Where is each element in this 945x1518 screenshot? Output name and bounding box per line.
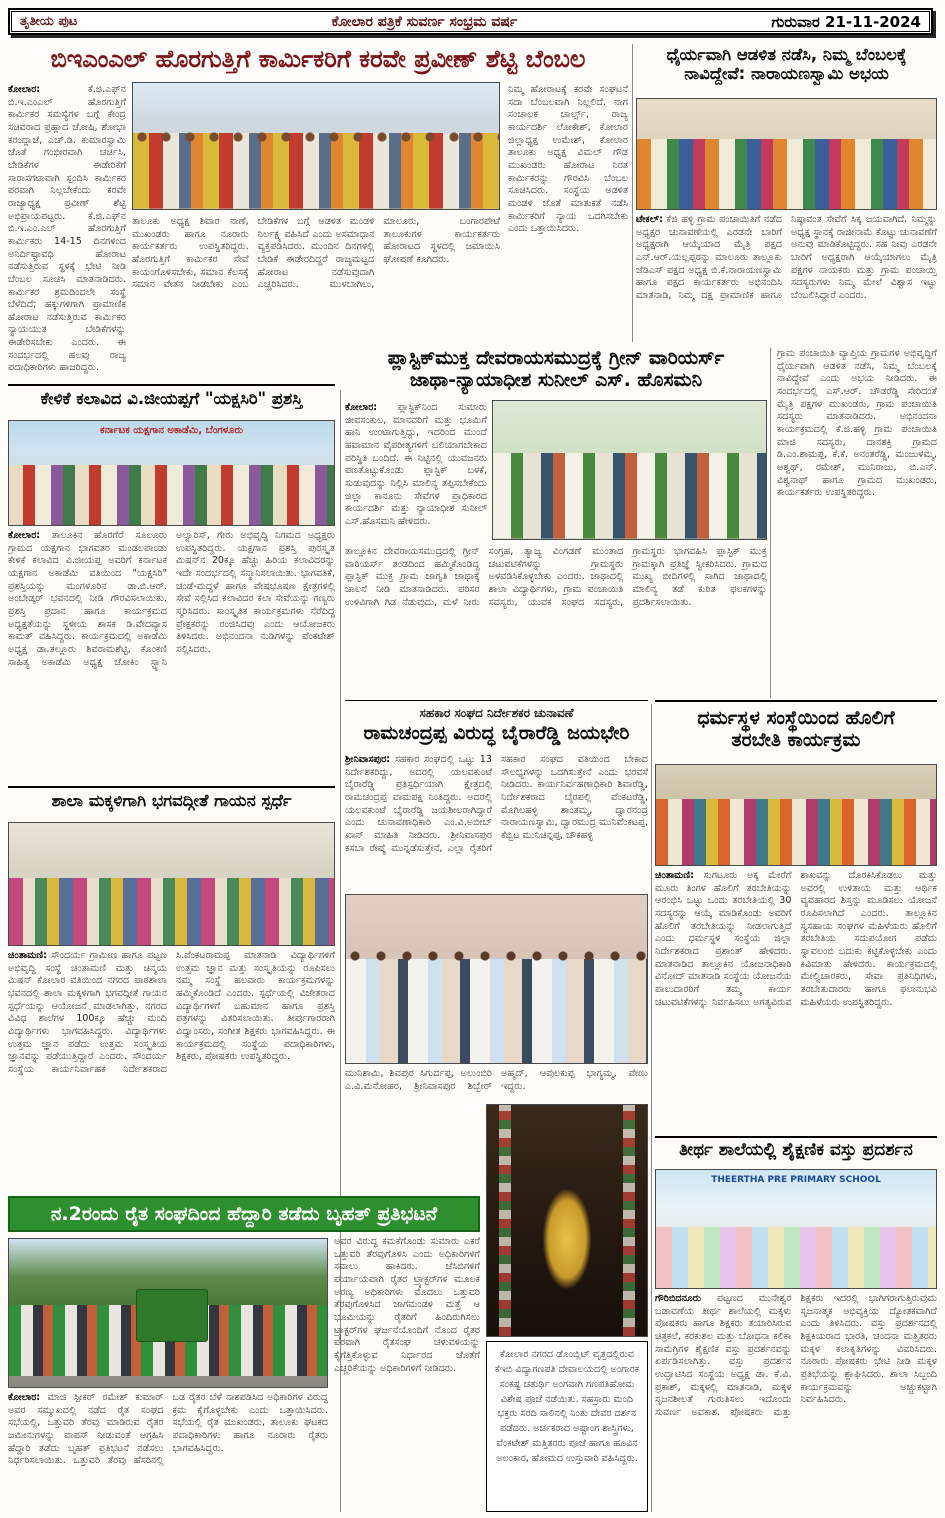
beml-col-left <box>8 84 126 380</box>
abhaya-body-text: ಕೆಜಿ ಹಳ್ಳಿ ಗ್ರಾಮ ಪಂಚಾಯಿತಿಗೆ ನಡೆದ ಅಧ್ಯಕ್ಷರ ಚುನಾವಣೆಯಲ್ಲಿ ಎರಡನೇ ಬಾರಿಗೆ ಅಧ್ಯಕ್ಷರಾಗಿ ಆಯ್ಕೆಯಾದ ಮೈತ್ರಿ ಪಕ್ಷದ ಎನ್.ಆರ್.ಯಲ್ಲಪ್ಪರನ್ನು ಮಾಲೂರು ತಾಲ್ಲೂಕು ಜೆಡಿಎಸ್ ಪಕ್ಷದ ಅಧ್ಯಕ್ಷ ಬಿ.ಕೆ.ನಾರಾಯಣಸ್ವಾಮಿ ಹಾಗೂ ಪಕ್ಷದ ಕಾರ್ಯಕರ್ತರು ಅಭಿನಂದಿಸಿ ಮಾತನಾಡಿ, ನಿಮ್ಮ ದಕ್ಷ ಪ್ರಾಮಾಣಿಕ ಹಾಗೂ ನಿಷ್ಠಾವಂತ ಸೇವೆಗೆ ಸಿಕ್ಕ ಜಯವಾಗಿದೆ. ನಿಮ್ಮನ್ನು ಅಧ್ಯಕ್ಷ ಸ್ಥಾನಕ್ಕೆ ರಾಜೀನಾಮೆ ಕೊಟ್ಟು ಚುನಾವಣೆಗೆ ಅನುವು ಮಾಡಿಕೊಟ್ಟಿದ್ದರು. ಸಹ ನೀವು ಎರಡನೇ ಬಾರಿಗೆ ಅಧ್ಯಕ್ಷರಾಗಿ ಆಯ್ಕೆಯಾಗಲು ಮೈತ್ರಿ ಪಕ್ಷಗಳ ನಾಯಕರು ಮತ್ತು ಗ್ರಾಮ ಪಂಚಾಯ್ತಿ ಸದಸ್ಯರುಗಳು ನಿಮ್ಮ ಮೇಲೆ ವಿಶ್ವಾಸ ಇಟ್ಟು ಬೆಂಬಲಿಸಿದ್ದಾರೆ ಎಂದರು. <box>636 214 937 301</box>
protest-col-right: ಅವರ ವಿರುದ್ಧ ಕಮಕೆಗೊಂಡು ಸುಮಾರು ಎಕರೆ ಒತ್ತುವರಿ ತೆರವುಗೊಳಿಸಿ ಎಂದು ಅಧಿಕಾರಿಗಳಿಗೆ ಸವಾಲು ಹಾಕಿದರು. ಜೆಸಿಬಿಗಳಿಗೆ ಪರ್ಯಾಯವಾಗಿ ರೈತರ ಟ್ರ್ಯಾಕ್ಟರ್‌ಗಳ ಮೂಲಕ ಅರಣ್ಯ ಅಧಿಕಾರಿಗಳು ಮೊದಲು ಒತ್ತುವರಿ ತೆರವುಗೊಳಿಸಿದ ಜಾಗಮಂಡಳಿ ಮತ್ತೆ ಆ ಭೂಮಿಯನ್ನು ರೈತರಿಗೆ ಹಿಂದಿರುಗಿಸಲು ಟ್ರ್ಯಾಕ್ಟರ್‌ಗಳ ಘರ್ಜನೆಯೊಂದಿಗೆ ನೊಂದ ರೈತರ ಪರವಾಗಿ ರೈತಸಂಘ ಚಳುವಳಿಯನ್ನು ಕೈಗೆತ್ತಿಕೊಳ್ಳುವ ನಿರ್ಧಾರದ ಜೊತೆಗೆ ಎಚ್ಚರಿಕೆಯನ್ನು ಅಧಿಕಾರಿಗಳಿಗೆ ನೀಡಿದರು. <box>334 1236 480 1374</box>
photo-green-warriors-jatha <box>492 400 767 540</box>
temple-photo-caption: ಕೋಲಾರ ನಗರದ ಡೊಂಬ್ಲಿಟ್ ವೃತ್ತದಲ್ಲಿರುವ ಕೆಇಬಿ ವಿದ್ಯಾಗಣಪತಿ ದೇವಾಲಯದಲ್ಲಿ ಅಂಗಾರಕ ಸಂಕಷ್ಟ ಚತುರ್ಥಿ ಅಂಗವಾಗಿ ಗಣಪತಿಹೋಮ ವಿಶೇಷ ಪೂಜೆ ನಡೆಯಿತು. ಸಹಸ್ರಾರು ಮಂದಿ ಭಕ್ತರು ಸರದಿ ಸಾಲಿನಲ್ಲಿ ನಿಂತು ದೇವರ ದರ್ಶನ ಪಡೆದರು. ಅರ್ಚಕರಾದ ಅಷ್ಟಾಂಗ ಶಾಸ್ತ್ರಿಗಳು, ವೆಂಕಟೇಶ್ ಮತ್ತಿತರರು ಪೂಜೆ ಹಾಗೂ ಹೂವಿನ ಅಲಂಕಾರ, ಹೋಮದ ಉಸ್ತುವಾರಿ ವಹಿಸಿದ್ದರು. <box>486 1341 648 1512</box>
section-rule <box>655 1136 937 1138</box>
photo-byraredy-directors <box>345 894 648 1064</box>
byraredy-dateline: ಶ್ರೀನಿವಾಸಪುರ: <box>345 754 391 765</box>
protest-body-below-text: ಮಾಜಿ ಸ್ಪೀಕರ್ ರಮೇಶ್ ಕುಮಾರ್ ಅವರ ಸಮ್ಮುಖದಲ್ಲಿ ನಡೆದ ರೈತ ಸಂಘದ ಸಭೆಯಲ್ಲಿ, ಒತ್ತುವರಿ ತೆರವು ಮಾಡಿರುವ ರೈತರ ಜಮೀನುಗಳನ್ನು ವಾಪಸ್ ನೀಡುವಂತೆ ಆಗ್ರಹಿಸಿ ಹೆದ್ದಾರಿ ತಡೆದು ಬೃಹತ್ ಪ್ರತಿಭಟನೆ ನಡೆಸಲು ನಿರ್ಧರಿಸಲಾಯಿತು. ಒತ್ತುವರಿ ತೆರವು ಹೆಸರಿನಲ್ಲಿ ಬಡ ರೈತರ ಬೆಳೆ ನಾಶಪಡಿಸಿದ ಅಧಿಕಾರಿಗಳ ವಿರುದ್ಧ ಕ್ರಮ ಕೈಗೊಳ್ಳಬೇಕು ಎಂದು ಒತ್ತಾಯಿಸಿದರು. ಸಭೆಯಲ್ಲಿ ರೈತ ಮುಖಂಡರು, ತಾಲೂಕು ಘಟಕದ ಪದಾಧಿಕಾರಿಗಳು ಹಾಗೂ ನೂರಾರು ರೈತರು ಭಾಗವಹಿಸಿದ್ದರು. <box>8 1392 328 1467</box>
green-warriors-headline <box>345 348 767 398</box>
geethe-headline: ಶಾಲಾ ಮಕ್ಕಳಿಗಾಗಿ ಭಗವದ್ಗೀತೆ ಗಾಯನ ಸ್ಪರ್ಧೆ <box>51 791 292 810</box>
byraredy-kicker: ಸಹಕಾರ ಸಂಘದ ನಿರ್ದೇಶಕರ ಚುನಾವಣೆ <box>419 706 574 720</box>
tractor-shape <box>136 1289 208 1341</box>
byraredy-body-top <box>345 754 648 890</box>
green-warriors-headline-line2: ಜಾಥಾ-ನ್ಯಾಯಾಧೀಶ ಸುನೀಲ್ ಎಸ್. ಹೊಸಮನಿ <box>409 368 703 391</box>
theertha-photo-banner: THEERTHA PRE PRIMARY SCHOOL <box>711 1175 881 1185</box>
protest-body-below <box>8 1392 328 1512</box>
photo-ganapathi-deity <box>486 1104 648 1337</box>
geethe-body-text: ಸೌಂದರ್ಯ ಗ್ರಾಮೀಣ ಹಾಗೂ ಪಟ್ಟಣ ಅಭಿವೃದ್ಧಿ ಸಂಸ್ಥೆ ಚಿಂತಾಮಣಿ ಮತ್ತು ಚಿನ್ಮಯ ಮಿಷನ್ ಕೋಲಾರ ವತಿಯಿಂದ ನಗರದ ಪಾಠಶಾಲಾ ಭವನದಲ್ಲಿ ಶಾಲಾ ಮಕ್ಕಳಿಗಾಗಿ ಭಗವದ್ಗೀತೆ ಗಾಯನ ಸ್ಪರ್ಧೆಯನ್ನು ಆಯೋಜನೆ ಮಾಡಲಾಗಿತ್ತು. ನಗರದ ವಿವಿಧ ಶಾಲೆಗಳ 100ಕ್ಕೂ ಹೆಚ್ಚು ಮಂದಿ ವಿದ್ಯಾರ್ಥಿಗಳು ಭಾಗವಹಿಸಿದ್ದರು. ವಿದ್ಯಾರ್ಥಿಗಳು ಉತ್ತಮ ಜ್ಞಾನ ಪಡೆದು ಉತ್ತಮ ಸಂಸ್ಕೃತಿಯ ಜ್ಞಾನವನ್ನು ಪಡೆಯುತ್ತಿದ್ದಾರೆ ಎಂದರು. ಸೌಂದರ್ಯ ಸಂಸ್ಥೆಯ ಕಾರ್ಯನಿರ್ವಾಹಕ ನಿರ್ದೇಶಕರಾದ ಸಿ.ವೆಂಕಟರಾಮಪ್ಪ ಮಾತನಾಡಿ ವಿದ್ಯಾರ್ಥಿಗಳಿಗೆ ಉತ್ತಮ ಜ್ಞಾನ ಮತ್ತು ಸಂಸ್ಕೃತಿಯನ್ನು ರೂಪಿಸಲು ನಮ್ಮ ಸಂಸ್ಥೆ ಹಲವಾರು ಕಾರ್ಯಕ್ರಮಗಳನ್ನು ಹಮ್ಮಿಕೊಂಡಿದೆ ಎಂದರು. ಸ್ಪರ್ಧೆಯಲ್ಲಿ ವಿಜೇತರಾದ ವಿದ್ಯಾರ್ಥಿಗಳಿಗೆ ಬಹುಮಾನ ಹಾಗೂ ಪ್ರಶಸ್ತಿ ಪತ್ರಗಳನ್ನು ವಿತರಿಸಲಾಯಿತು. ತೀರ್ಪುಗಾರರಾಗಿ ವಿದ್ವಾಂಸರು, ಸಂಗೀತ ಶಿಕ್ಷಕರು ಭಾಗವಹಿಸಿದ್ದರು. ಈ ಕಾರ್ಯಕ್ರಮದಲ್ಲಿ ಸಂಸ್ಥೆಯ ಪದಾಧಿಕಾರಿಗಳು, ಶಿಕ್ಷಕರು, ಪೋಷಕರು ಉಪಸ್ಥಿತರಿದ್ದರು. <box>8 950 335 1075</box>
photo-yakshasiri-award <box>8 420 335 526</box>
abhaya-body-continuation: ಗ್ರಾಮ ಪಂಚಾಯಿತಿ ವ್ಯಾಪ್ತಿಯ ಗ್ರಾಮಗಳ ಅಭಿವೃದ್ಧಿಗೆ ಧೈರ್ಯವಾಗಿ ಆಡಳಿತ ನಡೆಸಿ, ನಿಮ್ಮ ಬೆಂಬಲಕ್ಕೆ ನಾವಿದ್ದೇವೆ ಎಂದು ಅಭಯ ನೀಡಿದರು. ಈ ಸಂದರ್ಭದಲ್ಲಿ ಎಸ್.ಆರ್. ಚೌಡರೆಡ್ಡಿ ಸೇರಿದಂತೆ ಮೈತ್ರಿ ಪಕ್ಷಗಳ ಮುಖಂಡರು, ಗ್ರಾಮ ಪಂಚಾಯಿತಿ ಸದಸ್ಯರು ಮಾತನಾಡಿದರು. ಅಭಿನಂದನಾ ಕಾರ್ಯಕ್ರಮದಲ್ಲಿ ಕೆ.ಜಿ.ಹಳ್ಳಿ ಗ್ರಾಮ ಪಂಚಾಯಿತಿ ಮಾಜಿ ಸದಸ್ಯರು, ದಾನಶಕ್ತಿ ಗ್ರಾಮದ ಡಿ.ಎಂ.ಶಾಮಪ್ಪ, ಕೆ.ಕೆ. ಅನಂತರೆಡ್ಡಿ, ಮಂಜುಳಮ್ಮ, ಆಶ್ವಥ್, ರಮೇಶ್, ಮುನಿರಾಜು, ಬಿ.ಎನ್. ವಿಶ್ವನಾಥ್ ಹಾಗೂ ಗ್ರಾಮದ ಮುಖಂಡರು, ಕಾರ್ಯಕರ್ತರು ಉಪಸ್ಥಿತರಿದ್ದರು. <box>777 348 937 499</box>
geethe-dateline: ಚಿಂತಾಮಣಿ: <box>8 950 47 961</box>
column-rule <box>632 44 633 342</box>
theertha-body <box>655 1293 937 1512</box>
green-warriors-body-below: ತಾಲ್ಲೂಕಿನ ದೇವರಾಯಸಮುದ್ರದಲ್ಲಿ ಗ್ರೀನ್ ವಾರಿಯರ್ಸ್ ತಂಡದಿಂದ ಹಮ್ಮಿಕೊಂಡಿದ್ದ ಪ್ಲಾಸ್ಟಿಕ್ ಮುಕ್ತ ಗ್ರಾಮ ಜಾಗೃತಿ ಜಾಥಾಕ್ಕೆ ಚಾಲನೆ ನೀಡಿ ಮಾತನಾಡಿದರು. ಪರಿಸರ ಉಳಿವಿಗಾಗಿ ಗಿಡ ನೆಡುವುದು, ಮಳೆ ನೀರು ಸಂಗ್ರಹ, ತ್ಯಾಜ್ಯ ವಿಂಗಡಣೆ ಮುಂತಾದ ಚಟುವಟಿಕೆಗಳನ್ನು ಗ್ರಾಮಸ್ಥರು ಅಳವಡಿಸಿಕೊಳ್ಳಬೇಕು ಎಂದರು. ಜಾಥಾದಲ್ಲಿ ಶಾಲಾ ವಿದ್ಯಾರ್ಥಿಗಳು, ಗ್ರಾಮ ಪಂಚಾಯಿತಿ ಸದಸ್ಯರು, ಯುವಕ ಸಂಘದ ಸದಸ್ಯರು, ಗ್ರಾಮಸ್ಥರು ಭಾಗವಹಿಸಿ ಪ್ಲಾಸ್ಟಿಕ್ ಮುಕ್ತ ಗ್ರಾಮಕ್ಕಾಗಿ ಪ್ರತಿಜ್ಞೆ ಸ್ವೀಕರಿಸಿದರು. ಗ್ರಾಮದ ಮುಖ್ಯ ಬೀದಿಗಳಲ್ಲಿ ಸಾಗಿದ ಜಾಥಾದಲ್ಲಿ ಮಾಲಿನ್ಯ ತಡೆ ಕುರಿತ ಫಲಕಗಳನ್ನು ಪ್ರದರ್ಶಿಸಲಾಯಿತು. <box>345 546 767 608</box>
theertha-headline: ತೀರ್ಥ ಶಾಲೆಯಲ್ಲಿ ಶೈಕ್ಷಣಿಕ ವಸ್ತು ಪ್ರದರ್ಶನ <box>679 1140 913 1160</box>
byraredy-body-bottom: ಮುನಿಶಾಮಿ, ಶಿವಪುರ ಸಿಗುರ್ದಪ್ಪ, ಅಲುಂಬಿರಿ ಎ.ವಿ.ಮನೋಹರ, ಶ್ರೀನಿವಾಸಪುರ ಶಿಬ್ಬೇರ್ ಅಹ್ಮದ್, ಆವುಲಕುಪ್ಪ ಭಾಗ್ಯಮ್ಮ, ವೇಣು ಇದ್ದರು. <box>345 1068 648 1092</box>
section-rule <box>8 384 335 386</box>
column-rule <box>651 704 652 1512</box>
beml-col-right: ನಿಮ್ಮ ಹೋರಾಟಕ್ಕೆ ಕರವೇ ಸಂಘಟನೆ ಸದಾ ಬೆಂಬಲವಾಗಿ ನಿಲ್ಲಲಿದೆ. ನಾಗ ಸಂಚಾಲಕ ಚಾರ್ಲ್ಸ್, ರಾಜ್ಯ ಕಾರ್ಯದರ್ಶಿ ಲೋಕೇಶ್, ಕೋಲಾರ ಜಿಲ್ಲಾಧ್ಯಕ್ಷ ಉಮೇಶ್, ಕೋಲಾರ ತಾಲೂಕು ಅಧ್ಯಕ್ಷ ವಿಮಲ್ ಗೌಡ ಮುಖಂಡರು ಹೋರಾಟ ನಿರತ ಕಾರ್ಮಿಕರನ್ನು ಗೌರವಿಸಿ ಬೆಂಬಲ ಸೂಚಿಸಿದರು. ಸಂಸ್ಥೆಯ ಆಡಳಿತ ಮಂಡಳಿ ಜೊತೆ ಮಾತುಕತೆ ನಡೆಸಿ ಕಾರ್ಮಿಕರಿಗೆ ನ್ಯಾಯ ಒದಗಿಸಬೇಕು ಎಂದು ಒತ್ತಾಯಿಸಿದರು. <box>508 84 628 235</box>
beml-col-left-text: ಕೆ.ಜಿ.ಎಫ್‌ನ ಬಿ.ಇ.ಎಂಎಲ್ ಹೊರಗುತ್ತಿಗೆ ಕಾರ್ಮಿಕರ ಸಮಸ್ಯೆಗಳ ಬಗ್ಗೆ ಕೇಂದ್ರ ಸಚಿವರಾದ ಪ್ರಹ್ಲಾದ ಜೋಷಿ, ಶೋಭಾ ಕರಂದ್ಲಾಜೆ, ಎಚ್.ಡಿ. ಕುಮಾರಸ್ವಾಮಿ ಜೊತೆ ಗಂಭೀರವಾಗಿ ಚರ್ಚಿಸಿ, ಬೇಡಿಕೆಗಳ ಈಡೇರಿಕೆಗೆ ಸಾರಾಸಗಟಾವಾಗಿ ಸ್ಪಂದಿಸಿ ಕಾರ್ಮಿಕರ ಪರವಾಗಿ ನಿಲ್ಲಬೇಕೆಂದು ಕರವೇ ರಾಜ್ಯಾಧ್ಯಕ್ಷ ಪ್ರವೀಣ್ ಶೆಟ್ಟಿ ಅಭಿಪ್ರಾಯಪಟ್ಟರು. ಕೆ.ಜಿ.ಎಫ್‌ನ ಬಿ.ಇ.ಎಂ.ಎಲ್ ಹೊರಗುತ್ತಿಗೆ ಕಾರ್ಮಿಕರು 14-15 ದಿನಗಳಿಂದ ಅನಿರ್ದಿಷ್ಟಾವಧಿ ಹೋರಾಟ ನಡೆಸುತ್ತಿರುವ ಸ್ಥಳಕ್ಕೆ ಭೇಟಿ ನೀಡಿ ಬೆಂಬಲ ಸೂಚಿಸಿ ಮಾತನಾಡಿದರು. ಕಾರ್ಮಿಕರ ಶ್ರಮದಿಂದಲೇ ಸಂಸ್ಥೆ ಬೆಳೆದಿದೆ; ಹಕ್ಕುಗಳಿಗಾಗಿ ಪ್ರಾಮಾಣಿಕ ಹೋರಾಟ ನಡೆಸುತ್ತಿರುವ ಕಾರ್ಮಿಕರ ನ್ಯಾಯಯುತ ಬೇಡಿಕೆಗಳನ್ನು ಈಡೇರಿಸಬೇಕು ಎಂದರು. ಈ ಸಂದರ್ಭದಲ್ಲಿ ಹಲವು ರಾಜ್ಯ ಪದಾಧಿಕಾರಿಗಳು ಹಾಜರಿದ್ದರು. <box>8 84 126 374</box>
green-warriors-col-left <box>345 402 487 542</box>
masthead-title: ಕೋಲಾರ ಪತ್ರಿಕೆ ಸುವರ್ಣ ಸಂಭ್ರಮ ವರ್ಷ <box>331 13 518 30</box>
section-rule <box>345 700 648 701</box>
byraredy-headline: ರಾಮಚಂದ್ರಪ್ಪ ವಿರುದ್ಧ ಬೈರಾರೆಡ್ಡಿ ಜಯಭೇರಿ <box>363 722 630 744</box>
abhaya-body <box>636 214 937 342</box>
green-warriors-dateline: ಕೋಲಾರ: <box>345 402 378 413</box>
yakshasiri-headline: ಕೇಳಿಕೆ ಕಲಾವಿದ ವಿ.ಜೀಯಪ್ಪಗೆ "ಯಕ್ಷಸಿರಿ" ಪ್ರಶಸ್ತಿ <box>40 389 303 408</box>
dharmasthala-body <box>655 870 937 1132</box>
yakshasiri-photo-banner: ಕರ್ನಾಟಕ ಯಕ್ಷಗಾನ ಅಕಾಡೆಮಿ, ಬೆಂಗಳೂರು <box>100 425 243 436</box>
protest-headline: ನ.2ರಂದು ರೈತ ಸಂಘದಿಂದ ಹೆದ್ದಾರಿ ತಡೆದು ಬೃಹತ್ ಪ್ರತಿಭಟನೆ <box>8 1196 480 1232</box>
dharmasthala-dateline: ಚಿಂತಾಮಣಿ: <box>655 870 694 881</box>
section-rule <box>655 700 937 702</box>
abhaya-dateline: ಟೇಕಲ್: <box>636 214 663 225</box>
abhaya-headline <box>636 46 937 94</box>
photo-dharmasthala-training <box>655 764 937 866</box>
yakshasiri-body-text: ತಾಲೂಕಿನ ಹೊರಗೆರೆ ಸೂಲೂರು ಗ್ರಾಮದ ಯಕ್ಷಗಾನ ಭಾಗವತರ ಮಂಡಲಪಾಂಡು ಕೇಳಿಕೆ ಕಲಾವಿದ ವಿ.ಜೀಯಪ್ಪ ಅವರಿಗೆ ಕರ್ನಾಟಕ ಯಕ್ಷಗಾನ ಅಕಾಡೆಮಿ ವತಿಯಿಂದ "ಯಕ್ಷಸಿರಿ" ಪ್ರಶಸ್ತಿಯನ್ನು ಮಂಗಳೂರಿನ ಡಾ.ಬಿ.ಆರ್. ಅಂಬೇಡ್ಕರ್ ಭವನದಲ್ಲಿ ನೀಡಿ ಗೌರವಿಸಲಾಯಿತು. ಪ್ರಶಸ್ತಿ ಪ್ರದಾನ ಹಾಗೂ ಕಾರ್ಯಕ್ರಮದ ಅಧ್ಯಕ್ಷತೆಯನ್ನು ಸ್ಥಳೀಯ ಶಾಸಕ ಡಿ.ವೇದವ್ಯಾಸ ಕಾಮತ್ ವಹಿಸಿದ್ದರು. ಕಾರ್ಯಕ್ರಮದಲ್ಲಿ ಅಕಾಡೆಮಿ ಅಧ್ಯಕ್ಷ ಡಾ.ತಲ್ಲೂರು ಶಿವರಾಮಶೆಟ್ಟಿ, ಕೊಂಕಣಿ ಸಾಹಿತ್ಯ ಅಕಾಡೆಮಿ ಅಧ್ಯಕ್ಷ ಜೋಕಿಂ ಸ್ಟ್ಯಾನಿ ಅಲ್ವಾರಿಸ್, ಗೇರು ಅಭಿವೃದ್ಧಿ ನಿಗಮದ ಅಧ್ಯಕ್ಷರು ಉಪಸ್ಥಿತರಿದ್ದರು. ಯಕ್ಷಗಾನ ಪ್ರಶಸ್ತಿ ಪುರಸ್ಕೃತ ಮಿಷನ್‌ನ 20ಕ್ಕೂ ಹೆಚ್ಚು ಹಿರಿಯ ಕಲಾವಿದರನ್ನು ಇದೇ ಸಂದರ್ಭದಲ್ಲಿ ಸನ್ಮಾನಿಸಲಾಯಿತು. ಭಾಗವತಿಕೆ, ಚಂಡೆ-ಮದ್ದಳೆ ಹಾಗೂ ವೇಷಭೂಷಣ ಕ್ಷೇತ್ರಗಳಲ್ಲಿ ಸೇವೆ ಸಲ್ಲಿಸಿದ ಕಲಾವಿದರ ಕಲಾ ಸೇವೆಯನ್ನು ಗಣ್ಯರು ಸ್ಮರಿಸಿದರು. ಸಾಂಸ್ಕೃತಿಕ ಕಾರ್ಯಕ್ರಮಗಳು ನೆರೆದಿದ್ದ ಪ್ರೇಕ್ಷಕರನ್ನು ರಂಜಿಸಿದವು ಎಂದು ಆಯೋಜಕರು ತಿಳಿಸಿದರು. ಅಭಿನಂದನಾ ನುಡಿಗಳನ್ನು ವೆಂಕಟೇಶ್ ಸಲ್ಲಿಸಿದರು. <box>8 530 335 668</box>
photo-protest-tractor <box>8 1238 328 1388</box>
beml-headline: ಬಿಇಎಂಎಲ್ ಹೊರಗುತ್ತಿಗೆ ಕಾರ್ಮಿಕರಿಗೆ ಕರವೇ ಪ್ರವೀಣ್ ಶೆಟ್ಟಿ ಬೆಂಬಲ <box>50 45 586 73</box>
yakshasiri-body <box>8 530 335 780</box>
protest-dateline: ಕೋಲಾರ: <box>8 1392 41 1403</box>
theertha-dateline: ಗೌರಿಬಿದನೂರು <box>655 1293 702 1304</box>
dharmasthala-body-text: ಸುಗಟೂರು ಅಕ್ಕ ಮೇರೆಗೆ ಮೂರು ತಿಂಗಳ ಹೊಲಿಗೆ ತರಬೇತಿಯನ್ನು ಆರಂಭಿಸಿ ಒಟ್ಟು ಒಂದು ತರಬೇತಿಯಲ್ಲಿ 30 ಸದಸ್ಯರನ್ನು ಆಯ್ಕೆ ಮಾಡಿಕೊಂಡು ಅವರಿಗೆ ಹೊಲಿಗೆ ತರಬೇತಿಯನ್ನು ನೀಡಲಾಗುತ್ತಿದೆ ಎಂದು ಧರ್ಮಸ್ಥಳ ಸಂಸ್ಥೆಯ ಜಿಲ್ಲಾ ನಿರ್ದೇಶಕರಾದ ಪ್ರಶಾಂತ್ ಹೇಳಿದರು. ಮಾತನಾಡಿದ ತಾಲ್ಲೂಕಿನ ಯೋಜನಾಧಿಕಾರಿ ವಿನೋದ್ ಮಾತನಾಡಿ ಸಂಸ್ಥೆಯ ಯೋಜನೆಯ ಪಾಲುದಾರರಿಗೆ ತಮ್ಮ ಕಾರ್ಯ ಚಟುವಟಿಕೆಗಳನ್ನು ನಿರ್ವಹಿಸಲು ಅಗತ್ಯವಿರುವ ಶಾಖವನ್ನು ದೊರಕಿಸಿಕೊಡಲು ಮತ್ತು ಅವರಲ್ಲಿ ಉಳಿತಾಯ ಮತ್ತು ಆರ್ಥಿಕ ವ್ಯವಹಾರದ ಶಿಸ್ತನ್ನು ಮೂಡಿಸಲು ಯೋಜನೆ ರೂಪಿಸಲಾಗಿದೆ ಎಂದರು. ತಾಲ್ಲೂಕಿನ ಸ್ವಸಹಾಯ ಸಂಘಗಳ ಮಹಿಳೆಯರು ಹೊಲಿಗೆ ತರಬೇತಿಯ ಸದುಪಯೋಗ ಪಡೆದು ಸ್ವಾವಲಂಬಿ ಬದುಕು ಕಟ್ಟಿಕೊಳ್ಳಬೇಕು ಎಂದು ಕಿವಿಮಾತು ಹೇಳಿದರು. ಕಾರ್ಯಕ್ರಮದಲ್ಲಿ ಮೇಲ್ವಿಚಾರಕರು, ಸೇವಾ ಪ್ರತಿನಿಧಿಗಳು, ತರಬೇತುದಾರರು ಹಾಗೂ ಫಲಾನುಭವಿ ಮಹಿಳೆಯರು ಉಪಸ್ಥಿತರಿದ್ದರು. <box>655 870 937 1008</box>
byraredy-body-top-text: ಸಹಕಾರ ಸಂಘದಲ್ಲಿ ಒಟ್ಟು 13 ನಿರ್ದೇಶಕರಿದ್ದು, ಅದರಲ್ಲಿ ಯಲವಕುಂಟೆ ಬೈರಾರೆಡ್ಡಿ ಪ್ರತಿಸ್ಪರ್ಧಿಯಾಗಿ ಕ್ಷೇತ್ರದಲ್ಲಿ ರಾಮಚಂದ್ರಪ್ಪ ವಾಮಪಕ್ಷ ನಿಂತಿದ್ದರು. ಅದರಲ್ಲಿ ಯಲವಕುಂಟೆ ಬೈರಾರೆಡ್ಡಿ ಜಯಶೀಲರಾಗಿದ್ದಾರೆ ಎಂದು ಚುನಾವಣಾಧಿಕಾರಿ ಎಂ.ವಿ.ಅಬೀಬ್ ಖಾನ್ ಮಾಹಿತಿ ನೀಡಿದರು. ಶ್ರೀನಿವಾಸಪುರ ಕಸಬಾ ರೇಷ್ಮೆ ಮುನ್ನಡೆಸುತ್ತೇನೆ, ಎಲ್ಲಾ ರೈತರಿಗೆ ಸಹಕಾರ ಸಂಘದ ವತಿಯಿಂದ ಬೇಕಾದ ಸೌಲಭ್ಯಗಳನ್ನು ಒದಗಿಸುತ್ತೇನೆ ಎಂದು ಭರವಸೆ ನೀಡಿದರು. ಕಾರ್ಯನಿರ್ವಹಣಾಧಿಕಾರಿ ಶಿವಾರೆಡ್ಡಿ, ನಿರ್ದೇಶಕರಾದ ಬೈರಪಲ್ಲಿ ವೆಂಕಟರೆಡ್ಡಿ, ಮೊಗಿಲಹಳ್ಳಿ ಶಾಂತಮ್ಮ, ದ್ವಾರನಂದ್ರ ನಾರಾಯಣಸ್ವಾಮಿ, ದ್ವಾರಮುದ್ರ ಮುನಿವೆಂಕಟಪ್ಪ, ಕೆಬ್ಬಿಟ ಮುನಿಚಿನ್ನಪ್ಪ, ಚೌಕಹಳ್ಳಿ <box>345 754 648 854</box>
abhaya-headline-line2: ನಾವಿದ್ದೇವೆ: ನಾರಾಯಣಸ್ವಾಮಿ ಅಭಯ <box>684 63 889 83</box>
yakshasiri-dateline: ಕೋಲಾರ: <box>8 530 41 541</box>
photo-abhaya-group <box>636 98 937 210</box>
photo-theertha-exhibition <box>655 1169 937 1289</box>
masthead-date: ಗುರುವಾರ 21-11-2024 <box>771 12 921 31</box>
beml-dateline: ಕೋಲಾರ: <box>8 84 41 95</box>
dharmasthala-headline <box>655 708 937 760</box>
geethe-body <box>8 950 335 1190</box>
theertha-body-text: ಪಟ್ಟಣದ ಮುನೇಶ್ವರ ಬಡಾವಣೆಯ ತೀರ್ಥ ಶಾಲೆಯಲ್ಲಿ ಮಕ್ಕಳು ಪೋಷಕರು ಹಾಗೂ ಶಿಕ್ಷಕರು ತಯಾರಿಸಿರುವ ಚಿತ್ರಕಲೆ, ಕರಕುಶಲ ಮತ್ತು ಬೋಧನಾ ಕಲಿಕಾ ಸಾಮಗ್ರಿಗಳ ಶೈಕ್ಷಣಿಕ ವಸ್ತು ಪ್ರದರ್ಶನವನ್ನು ಏರ್ಪಡಿಸಲಾಗಿತ್ತು. ವಸ್ತು ಪ್ರದರ್ಶನ ಉದ್ಘಾಟಿಸಿದ ಸಂಸ್ಥೆಯ ಅಧ್ಯಕ್ಷ ಡಾ. ಕೆ.ವಿ. ಪ್ರಕಾಶ್, ಮಕ್ಕಳಲ್ಲಿ ಮಾತನಾಡಿ, ಮಕ್ಕಳ ಸೃಜನಶೀಲತೆ ಗುರುತಿಸಲು ಇದೊಂದು ಸುವರ್ಣ ಅವಕಾಶ. ಪೋಷಕರು ಮತ್ತು ಶಿಕ್ಷಕರು ಇದರಲ್ಲಿ ಭಾಗಿಗರಾಗುತ್ತಿರುವುದು ಸೃಜನಾತ್ಮಕ ಅಭಿವ್ಯಕ್ತಿಯ ದ್ಯೋತಕವಾಗಿದೆ ಎಂದು ತಿಳಿಸಿದರು. ವಸ್ತು ಪ್ರದರ್ಶನದಲ್ಲಿ ಶಿಕ್ಷಕಿಯರಾದ ಭಾರತಿ, ಚಂದನಾ ಮತ್ತಿತರರು ಮಕ್ಕಳ ಕಲಾಕೃತಿಗಳನ್ನು ವಿವರಿಸಿದರು. ನೂರಾರು ಪೋಷಕರು ಭೇಟಿ ನೀಡಿ ಮಕ್ಕಳ ಪ್ರತಿಭೆಯನ್ನು ಶ್ಲಾಘಿಸಿದರು. ಶಾಲಾ ಸಿಬ್ಬಂದಿ ಕಾರ್ಯಕ್ರಮವನ್ನು ಅಚ್ಚುಕಟ್ಟಾಗಿ ನಿರ್ವಹಿಸಿದರು. <box>655 1293 937 1418</box>
photo-beml-rally <box>132 82 500 210</box>
masthead <box>8 8 933 35</box>
abhaya-headline-line1: ಧೈರ್ಯವಾಗಿ ಆಡಳಿತ ನಡೆಸಿ, ನಿಮ್ಮ ಬೆಂಬಲಕ್ಕೆ <box>666 45 907 64</box>
section-rule <box>8 786 335 788</box>
dharmasthala-headline-line2: ತರಬೇತಿ ಕಾರ್ಯಕ್ರಮ <box>731 728 861 751</box>
column-rule <box>770 348 771 698</box>
photo-geethe-contest <box>8 822 335 946</box>
green-warriors-headline-line1: ಪ್ಲಾಸ್ಟಿಕ್‌ಮುಕ್ತ ದೇವರಾಯಸಮುದ್ರಕ್ಕೆ ಗ್ರೀನ್ ವಾರಿಯರ್ಸ್ <box>387 347 725 369</box>
green-warriors-col-left-text: ಪ್ಲಾಸ್ಟಿಕ್‌ನಿಂದ ಸುಮಾರು ಜೀವಸಂಕುಲ, ಮಾನವರಿಗೆ ಮತ್ತು ಭೂಮಿಗೆ ಹಾನಿ ಉಂಟಾಗುತ್ತಿದ್ದು, ಇದರಿಂದ ಮುಂದೆ ಹವಾಮಾನ ವೈಪರೀತ್ಯಗಳಿಗೆ ಬಲಿಯಾಗಬೇಕಾದ ಪರಿಸ್ಥಿತಿ ಬಂದಿದೆ. ಈ ನಿಟ್ಟಿನಲ್ಲಿ ಯುವಜನರು ಪಣತೊಟ್ಟುಕೊಂಡು ಪ್ಲಾಸ್ಟಿಕ್ ಬಳಕೆ, ಸುಡುವುದನ್ನು ನಿಲ್ಲಿಸಿ ಮಾಲಿನ್ಯ ತಪ್ಪಿಸಬೇಕೆಂದು ಜಿಲ್ಲಾ ಕಾನೂನು ಸೇವೆಗಳ ಪ್ರಾಧಿಕಾರದ ಕಾರ್ಯದರ್ಶಿ ಮತ್ತು ನ್ಯಾಯಾಧೀಶ ಸುನೀಲ್ ಎಸ್.ಹೊಸಮನಿ ಹೇಳಿದರು. <box>345 402 487 527</box>
dharmasthala-headline-line1: ಧರ್ಮಸ್ಥಳ ಸಂಸ್ಥೆಯಿಂದ ಹೊಲಿಗೆ <box>697 707 895 729</box>
masthead-page-label: ತೃತೀಯ ಪುಟ <box>20 14 78 29</box>
beml-body-below: ತಾಲೂಕು ಅಧ್ಯಕ್ಷ ಶಿವಾರ ನಾಣೆ, ಮುಖಂಡರು ಹಾಗೂ ನೂರಾರು ಕಾರ್ಯಕರ್ತರು ಉಪಸ್ಥಿತರಿದ್ದರು. ಹೊರಗುತ್ತಿಗೆ ಕಾರ್ಮಿಕರ ಸೇವೆ ಕಾಯಂಗೊಳಿಸಬೇಕು, ಸಮಾನ ಕೆಲಸಕ್ಕೆ ಸಮಾನ ವೇತನ ನೀಡಬೇಕು ಎಂಬ ಬೇಡಿಕೆಗಳ ಬಗ್ಗೆ ಆಡಳಿತ ಮಂಡಳಿ ನಿರ್ಲಕ್ಷ್ಯ ವಹಿಸಿದೆ ಎಂದು ಅಸಮಾಧಾನ ವ್ಯಕ್ತಪಡಿಸಿದರು. ಮುಂದಿನ ದಿನಗಳಲ್ಲಿ ಬೇಡಿಕೆ ಈಡೇರದಿದ್ದರೆ ರಾಜ್ಯಮಟ್ಟದ ಹೋರಾಟ ನಡೆಸುವುದಾಗಿ ಎಚ್ಚರಿಸಿದರು. ಮುಳಬಾಗಿಲು, ಮಾಲೂರು, ಬಂಗಾರಪೇಟೆ ತಾಲೂಕುಗಳ ಕಾರ್ಯಕರ್ತರು ಹೋರಾಟದ ಸ್ಥಳದಲ್ಲಿ ಜಮಾಯಿಸಿ ಘೋಷಣೆ ಕೂಗಿದರು. <box>132 216 500 291</box>
